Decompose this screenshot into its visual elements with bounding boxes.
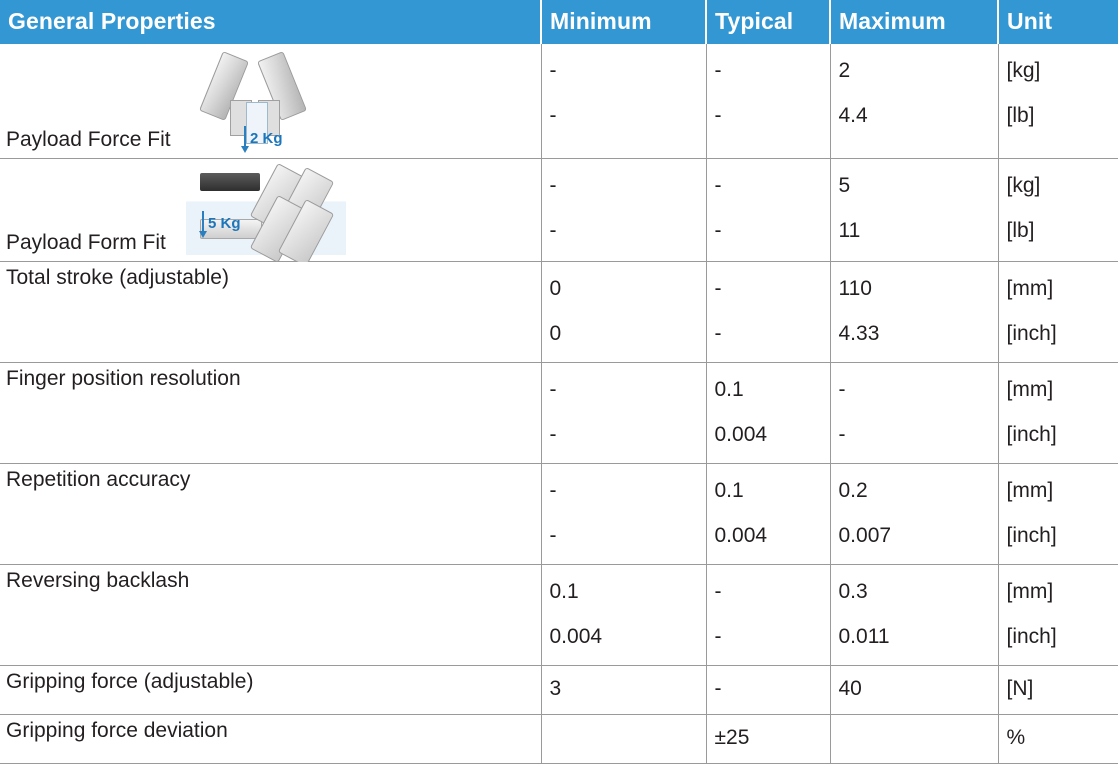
value-unit-1: [kg] (1007, 48, 1118, 93)
table-row (0, 565, 1118, 666)
row-label-payload-force-fit: Payload Force Fit (6, 128, 171, 152)
cell-typical (706, 262, 830, 363)
row-label-payload-form-fit: Payload Form Fit (6, 231, 166, 255)
cell-unit (998, 715, 1118, 764)
cell-typical (706, 44, 830, 159)
value-unit-2: [inch] (1007, 614, 1118, 659)
value-max-2: 0.011 (839, 614, 998, 659)
cell-unit (998, 159, 1118, 262)
value-max-1: 2 (839, 48, 998, 93)
value-min-2: - (550, 208, 706, 253)
table-row (0, 159, 1118, 262)
cell-minimum (541, 363, 706, 464)
gripper-form-fit-illustration (186, 165, 346, 255)
value-min-1: - (550, 163, 706, 208)
cell-maximum (830, 262, 998, 363)
value-min-1: 0.1 (550, 569, 706, 614)
row-label-gripping-force-deviation: Gripping force deviation (0, 715, 541, 764)
cell-typical (706, 363, 830, 464)
payload-force-fit-caption: 2 Kg (250, 130, 283, 147)
row-label-repetition-accuracy: Repetition accuracy (0, 464, 541, 565)
row-label-finger-position-resolution: Finger position resolution (0, 363, 541, 464)
header-minimum: Minimum (541, 0, 706, 44)
cell-maximum (830, 159, 998, 262)
row-label-cell-payload-form-fit (0, 159, 541, 262)
value-typ-1: 0.1 (715, 468, 830, 513)
cell-minimum (541, 44, 706, 159)
value-min-2: - (550, 412, 706, 457)
cell-minimum (541, 464, 706, 565)
value-min-1: - (550, 48, 706, 93)
cell-maximum (830, 44, 998, 159)
row-label-total-stroke: Total stroke (adjustable) (0, 262, 541, 363)
cell-maximum (830, 666, 998, 715)
value-max-1: - (839, 367, 998, 412)
value-min-2: - (550, 93, 706, 138)
value-min-1: 0 (550, 266, 706, 311)
value-typ-1: - (715, 569, 830, 614)
value-min-1: - (550, 367, 706, 412)
value-unit-2: [inch] (1007, 311, 1118, 356)
value-unit-1: [mm] (1007, 569, 1118, 614)
value-typ-1: 0.1 (715, 367, 830, 412)
value-max-2: 0.007 (839, 513, 998, 558)
table-row (0, 464, 1118, 565)
table-row (0, 262, 1118, 363)
header-general-properties: General Properties (0, 0, 541, 44)
value-max-2: 11 (839, 208, 998, 253)
row-label-cell-payload-force-fit (0, 44, 541, 159)
cell-minimum (541, 666, 706, 715)
table-row (0, 363, 1118, 464)
cell-typical (706, 666, 830, 715)
table-body (0, 44, 1118, 764)
value-unit-1: [mm] (1007, 468, 1118, 513)
value-unit-2: [inch] (1007, 513, 1118, 558)
value-unit-1: [mm] (1007, 367, 1118, 412)
cell-typical (706, 565, 830, 666)
header-typical: Typical (706, 0, 830, 44)
value-typ-1: ±25 (715, 719, 830, 757)
cell-minimum (541, 159, 706, 262)
value-typ-1: - (715, 670, 830, 708)
value-unit-2: [lb] (1007, 93, 1118, 138)
value-max-2: 4.4 (839, 93, 998, 138)
cell-maximum (830, 565, 998, 666)
table-row (0, 44, 1118, 159)
table-header-row (0, 0, 1118, 44)
value-typ-2: - (715, 614, 830, 659)
row-label-gripping-force: Gripping force (adjustable) (0, 666, 541, 715)
value-max-2: - (839, 412, 998, 457)
value-max-1: 0.3 (839, 569, 998, 614)
cell-unit (998, 363, 1118, 464)
cell-unit (998, 666, 1118, 715)
value-min-2: - (550, 513, 706, 558)
cell-unit (998, 262, 1118, 363)
value-min-2: 0.004 (550, 614, 706, 659)
cell-maximum (830, 715, 998, 764)
value-unit-1: [N] (1007, 670, 1118, 708)
cell-minimum (541, 715, 706, 764)
value-unit-1: [kg] (1007, 163, 1118, 208)
cell-unit (998, 464, 1118, 565)
value-max-1: 5 (839, 163, 998, 208)
cell-minimum (541, 262, 706, 363)
cell-maximum (830, 363, 998, 464)
value-unit-2: [lb] (1007, 208, 1118, 253)
value-min-2: 0 (550, 311, 706, 356)
cell-unit (998, 44, 1118, 159)
value-typ-1: - (715, 266, 830, 311)
payload-form-fit-caption: 5 Kg (208, 215, 241, 232)
value-max-1: 40 (839, 670, 998, 708)
header-maximum: Maximum (830, 0, 998, 44)
value-typ-2: - (715, 93, 830, 138)
table-row (0, 715, 1118, 764)
value-max-1: 0.2 (839, 468, 998, 513)
value-max-2: 4.33 (839, 311, 998, 356)
value-max-1: 110 (839, 266, 998, 311)
value-typ-2: 0.004 (715, 412, 830, 457)
cell-typical (706, 464, 830, 565)
cell-unit (998, 565, 1118, 666)
cell-typical (706, 159, 830, 262)
gripper-force-fit-illustration (206, 48, 326, 153)
header-unit: Unit (998, 0, 1118, 44)
value-typ-1: - (715, 163, 830, 208)
value-unit-1: [mm] (1007, 266, 1118, 311)
cell-minimum (541, 565, 706, 666)
value-typ-2: 0.004 (715, 513, 830, 558)
value-unit-1: % (1007, 719, 1118, 757)
value-min-1: 3 (550, 670, 706, 708)
table-row (0, 666, 1118, 715)
value-typ-2: - (715, 208, 830, 253)
cell-typical (706, 715, 830, 764)
row-label-reversing-backlash: Reversing backlash (0, 565, 541, 666)
value-typ-2: - (715, 311, 830, 356)
value-unit-2: [inch] (1007, 412, 1118, 457)
cell-maximum (830, 464, 998, 565)
value-typ-1: - (715, 48, 830, 93)
value-min-1: - (550, 468, 706, 513)
